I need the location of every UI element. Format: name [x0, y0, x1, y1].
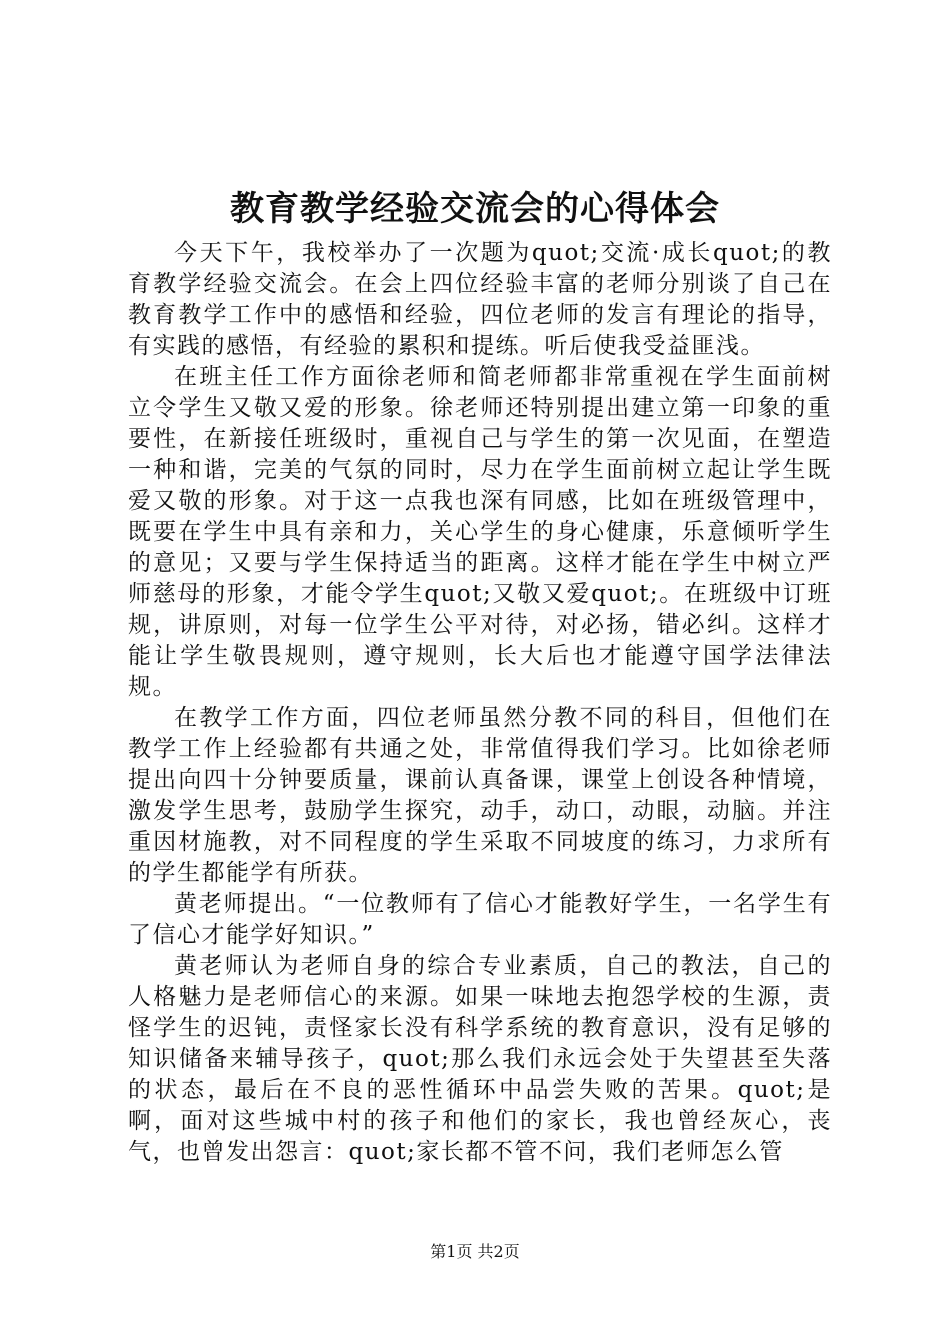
paragraph-2: 在班主任工作方面徐老师和简老师都非常重视在学生面前树立令学生又敬又爱的形象。徐老师还特别提出建立第一印象的重要性，在新接任班级时，重视自己与学生的第一次见面，在塑造一种和谐，完美的气氛的同时，尽力在学生面前树立起让学生既爱又敬的形象。对于这一点我也深有同感，比如在班级管理中，既要在学生中具有亲和力，关心学生的身心健康，乐意倾听学生的意见；又要与学生保持适当的距离。这样才能在学生中树立严师慈母的形象，才能令学生quot;又敬又爱quot;。在班级中订班规，讲原则，对每一位学生公平对待，对必扬，错必纠。这样才能让学生敬畏规则，遵守规则，长大后也才能遵守国学法律法规。 [128, 364, 832, 700]
paragraph-1: 今天下午，我校举办了一次题为quot;交流·成长quot;的教育教学经验交流会。在会上四位经验丰富的老师分别谈了自己在教育教学工作中的感悟和经验，四位老师的发言有理论的指导，有实践的感悟，有经验的累积和提练。听后使我受益匪浅。 [128, 240, 832, 359]
paragraph-4: 黄老师提出。“一位教师有了信心才能教好学生，一名学生有了信心才能学好知识。” [128, 891, 832, 948]
document-title: 教育教学经验交流会的心得体会 [230, 189, 720, 229]
document-body [128, 238, 832, 1168]
paragraph-3: 在教学工作方面，四位老师虽然分教不同的科目，但他们在教学工作上经验都有共通之处，非常值得我们学习。比如徐老师提出向四十分钟要质量，课前认真备课，课堂上创设各种情境，激发学生思考，鼓励学生探究，动手，动口，动眼，动脑。并注重因材施教，对不同程度的学生采取不同坡度的练习，力求所有的学生都能学有所获。 [128, 705, 832, 886]
paragraph-5: 黄老师认为老师自身的综合专业素质，自己的教法，自己的人格魅力是老师信心的来源。如果一味地去抱怨学校的生源，责怪学生的迟钝，责怪家长没有科学系统的教育意识，没有足够的知识储备来辅导孩子，quot;那么我们永远会处于失望甚至失落的状态，最后在不良的恶性循环中品尝失败的苦果。quot;是啊，面对这些城中村的孩子和他们的家长，我也曾经灰心，丧气，也曾发出怨言：quot;家长都不管不问，我们老师怎么管 [128, 953, 832, 1165]
page-number-footer: 第1页 共2页 [430, 1242, 520, 1261]
